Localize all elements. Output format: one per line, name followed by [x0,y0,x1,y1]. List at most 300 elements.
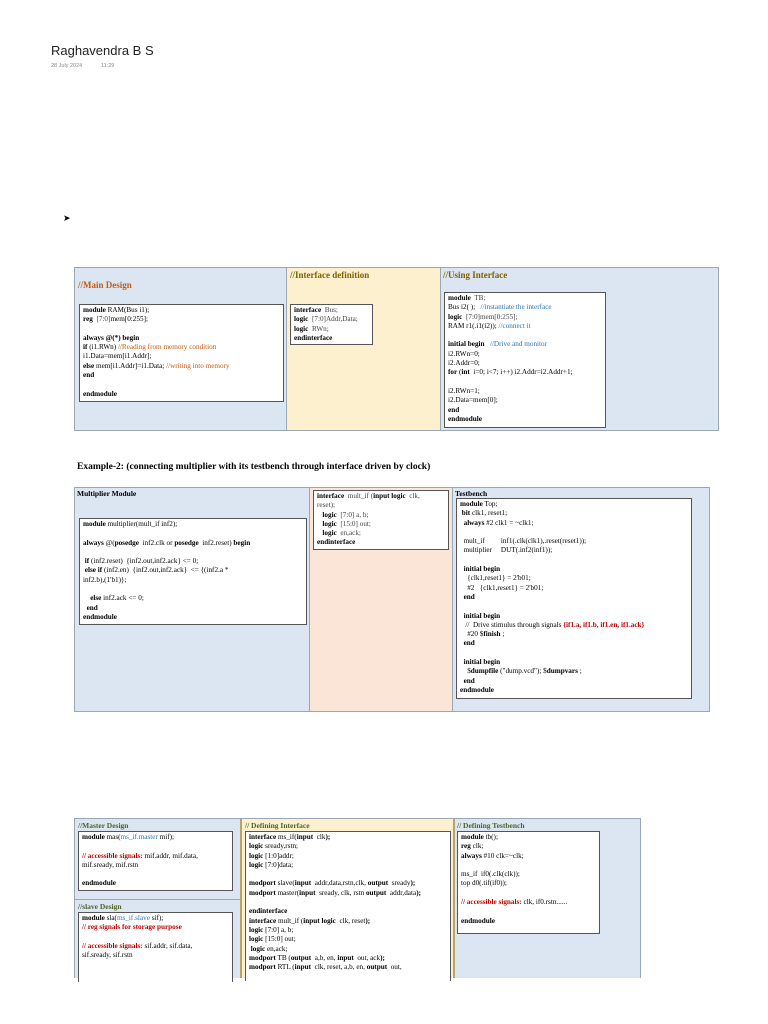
code-token: [7:0]mem[0:255]; [464,312,518,321]
code-token: mif.sready, mif.rstn [82,860,139,869]
code-line [461,852,596,861]
code-line [460,584,688,593]
code-line [460,500,688,509]
defining-interface-column [240,819,455,978]
master-design-code [78,831,233,891]
code-token: ); [416,888,421,897]
code-token: if [83,557,90,566]
code-token: (i1.RWn) [89,343,118,352]
code-line [460,528,688,537]
code-token: sif); [149,914,164,922]
code-line [448,313,602,322]
testbench-code [456,498,692,699]
code-token: end [460,592,475,601]
code-line [249,870,447,879]
code-token: mas( [106,833,121,841]
code-token: ); [365,916,371,925]
code-token: mif.addr, mif.data, [144,851,198,860]
code-token: tb(); [485,833,498,841]
code-token: initial begin [460,565,501,574]
code-token: ms_if if0(.clk(clk)); [461,870,520,879]
code-line [82,951,229,960]
code-line [460,602,688,611]
code-line [460,639,688,648]
code-token: Top; [484,500,498,508]
code-line [317,529,445,538]
code-line [461,861,596,870]
code-token: module [83,306,106,314]
code-token: endmodule [461,916,495,925]
code-token: modport [249,953,276,962]
code-token: end [83,371,95,380]
code-line [249,861,447,870]
code-line [82,861,229,870]
code-line [460,509,688,518]
code-token: int [461,368,470,377]
code-line [460,519,688,528]
code-line [448,415,602,424]
code-token: dumpfile [470,667,499,676]
code-token: ; [502,630,505,639]
code-token: //Drive and monitor [489,340,548,349]
code-line [83,594,303,603]
code-token: ; [579,667,582,676]
code-line [461,889,596,898]
multiplier-module-title: Multiplier Module [77,489,137,498]
code-line [460,630,688,639]
code-token: [7:0] a, b; [265,925,294,934]
page-author: Raghavendra B S [51,43,154,58]
code-token: RAM r1(.i1(i2)); [448,321,499,330]
code-line [294,334,369,343]
code-token: output [367,879,389,888]
code-token: ); [410,879,416,888]
code-token: mif); [157,833,175,841]
code-token: input [294,879,312,888]
code-line [317,538,445,547]
multiplier-module-code [79,518,307,625]
code-token: ( [458,368,462,377]
code-token: always @(*) begin [83,333,140,342]
code-line [83,380,280,389]
code-line [83,352,280,361]
code-token: endinterface [249,907,288,916]
code-token: sla( [106,914,117,922]
code-line [460,686,688,695]
column-divider [75,899,240,900]
code-line [460,574,688,583]
code-token: ms_if( [277,833,297,841]
slave-design-title: //slave Design [78,902,122,911]
code-line [249,889,447,898]
modport-example-table [74,818,641,978]
page-date: 28 July 2024 [51,63,83,69]
code-line [317,520,445,529]
code-token: clk, reset, a,b, en, [312,963,367,972]
code-line [83,576,303,585]
code-line [461,833,596,842]
slave-design-code [78,912,233,982]
code-line [83,343,280,352]
code-line [82,933,229,942]
code-token: logic [317,510,337,519]
code-line [249,852,447,861]
code-token: ); [325,833,331,841]
code-token: always [460,518,485,527]
code-token: clk, if0.rstn...... [523,898,568,907]
code-token: i2.RWn=0; [448,349,480,358]
code-token: addr,data,rstn,clk, [312,879,368,888]
code-line [249,842,447,851]
code-token: [15:0] out; [338,519,371,528]
code-token: // reg signals for storage purpose [82,923,182,932]
code-line [83,315,280,324]
code-token: interface [249,833,277,841]
code-token: //instantiate the interface [480,303,552,312]
code-token: else [83,361,95,370]
code-token: logic [249,944,266,953]
code-token: (inf2.en) {inf2.out,inf2.ack} <= {(inf2.a * [103,566,229,575]
code-line [294,315,369,324]
code-line [448,322,602,331]
code-token: RAM(Bus i1); [107,306,150,314]
code-token: $ [460,667,471,676]
code-token: i2.Data=mem[0]; [448,396,498,405]
code-token: end [83,603,98,612]
code-line [448,387,602,396]
code-token: else if [83,566,103,575]
code-token: logic [448,312,463,321]
master-design-title: //Master Design [78,821,129,830]
code-line [249,917,447,926]
code-token: clk; [472,842,484,851]
code-line [448,378,602,387]
code-token: for [448,368,458,377]
code-token: initial begin [448,340,485,349]
code-token: endmodule [82,879,116,888]
code-line [448,396,602,405]
code-line [460,649,688,658]
code-line [82,914,229,923]
code-token: i2.RWn=1; [448,386,480,395]
code-token: module [82,833,105,841]
code-token: clk [314,833,326,841]
code-token: inf2.ack <= 0; [103,594,144,603]
code-token: inf2.b),(1'b1)}; [83,575,127,584]
code-token: input logic [373,492,406,500]
code-token: #2 {clk1,reset1} = 2'b01; [460,583,544,592]
code-token: interface [317,492,345,500]
code-token: input [337,953,354,962]
code-token: inf2.reset) [200,538,234,547]
code-token: bit [460,509,471,518]
code-line [83,566,303,575]
code-token: TB ( [277,953,291,962]
code-token: {if1.a, if1.b, if1.en, if1.ack} [563,620,645,629]
code-line [249,945,447,954]
code-token: mem[0:255]; [110,315,148,324]
code-line [448,303,602,312]
code-line [82,879,229,888]
code-token: end [460,676,475,685]
code-line [83,371,280,380]
code-line [82,923,229,932]
code-token: //connect it [498,321,531,330]
code-token: output [366,963,388,972]
code-token: logic [294,324,309,333]
code-token: endmodule [83,612,117,621]
code-line [460,556,688,565]
code-token: endmodule [460,685,494,694]
code-token: master( [277,888,300,897]
code-line [448,350,602,359]
code-token: reg [461,842,471,851]
code-line [460,565,688,574]
code-token: logic [249,851,264,860]
code-token: output [365,888,387,897]
code-token: out, ack [355,953,381,962]
defining-testbench-title: // Defining Testbench [457,821,525,830]
code-line [448,406,602,415]
code-token: [7:0]Addr,Data; [310,315,358,324]
code-line [448,340,602,349]
code-token: mult_if inf1(.clk(clk1),.reset(reset1)); [460,537,587,546]
code-line [460,677,688,686]
code-token: clk, [407,492,420,500]
code-token: module [461,833,484,841]
code-line [83,548,303,557]
code-line [460,546,688,555]
mult-if-column [309,488,453,711]
code-line [460,621,688,630]
code-token: mult_if ( [345,492,374,500]
defining-interface-code [245,831,451,981]
code-line [448,359,602,368]
page-time: 11:29 [101,63,115,69]
code-token: out, [388,963,402,972]
code-token: input [294,963,312,972]
code-token: slave( [277,879,295,888]
code-token: interface [294,306,322,314]
code-line [448,368,602,377]
arrowhead-bullet-icon: ➤ [63,213,71,223]
code-token: sif.addr, sif.data, [144,941,193,950]
code-token: multiplier DUT(.inf2(inf1)); [460,546,553,555]
code-token: posedge [114,538,139,547]
defining-testbench-code [457,831,600,934]
code-token: addr,data [388,888,417,897]
code-token: mem[i1.Addr]=i1.Data; [95,361,167,370]
code-line [83,306,280,315]
code-token: logic [317,529,337,538]
code-token: endinterface [317,538,356,547]
code-line [294,306,369,315]
main-design-column [75,268,286,430]
code-token: endmodule [83,389,117,398]
code-line [82,870,229,879]
code-line [317,501,445,510]
code-line [83,585,303,594]
code-token: module [83,520,106,528]
code-line [83,557,303,566]
code-token: end [460,639,475,648]
code-line [448,331,602,340]
code-token: dumpvars [546,667,578,676]
code-line [460,667,688,676]
code-line [249,898,447,907]
code-line [460,537,688,546]
code-token: reg [83,315,93,324]
defining-testbench-column [455,819,640,978]
code-token: modport [249,888,276,897]
code-token: sready [389,879,411,888]
code-token: [7:0] [94,315,111,324]
code-line [317,492,445,501]
multiplier-module-column [75,488,309,711]
code-line [294,325,369,334]
code-token: logic [249,842,264,851]
main-design-code [79,304,284,402]
code-token: // accessible signals: [461,898,524,907]
code-token: #20 $ [460,630,484,639]
code-token: reset); [317,501,335,510]
code-line [460,612,688,621]
code-line [83,390,280,399]
code-line [82,842,229,851]
code-token: modport [249,963,276,972]
code-line [460,658,688,667]
code-token: finish [483,630,501,639]
code-token: endmodule [448,414,482,423]
code-token: RTL ( [277,963,295,972]
code-token: logic [317,519,337,528]
code-token: [1:0]addr; [265,851,294,860]
code-token: @( [105,538,115,547]
code-line [249,963,447,972]
interface-definition-title: //Interface definition [290,270,370,280]
code-line [82,833,229,842]
code-line [461,917,596,926]
code-token: #2 clk1 = ~clk1; [486,518,534,527]
code-token: i1.Data=mem[i1.Addr]; [83,352,152,361]
code-token: sready,rstn; [265,842,299,851]
code-token: ms_if.slave [116,914,150,922]
code-token: //Reading from memory condition [117,343,217,352]
code-token: a,b, en, [312,953,338,962]
code-token: input [299,888,316,897]
testbench-column [453,488,709,711]
code-token: input logic [303,916,336,925]
interface-example-table [74,267,719,431]
code-token: end [448,405,460,414]
code-line [461,879,596,888]
code-token: input [296,833,314,841]
code-line [82,852,229,861]
code-line [83,613,303,622]
code-token: #10 clk=~clk; [483,851,524,860]
code-token: //writing into memory [166,361,230,370]
code-token: clk1, reset1; [471,509,508,518]
code-token: ("dump.vcd"); $ [500,667,547,676]
code-line [249,907,447,916]
code-line [461,898,596,907]
code-line [249,926,447,935]
code-token: RWn; [310,324,329,333]
code-line [83,362,280,371]
code-token: initial begin [460,658,501,667]
code-line [317,511,445,520]
master-slave-column [75,819,240,978]
code-token: Bus; [322,306,338,314]
using-interface-column [441,268,718,430]
code-token: initial begin [460,611,501,620]
code-token: [7:0]data; [265,860,294,869]
code-token: // Drive stimulus through signals [460,620,564,629]
code-line [83,529,303,538]
code-token: en,ack; [266,944,288,953]
code-token: // accessible signals: [82,941,145,950]
code-token: clk, reset [337,916,366,925]
code-token: logic [249,935,264,944]
code-token: i2.Addr=0; [448,359,480,368]
code-token: ); [380,953,385,962]
code-token: ms_if.master [120,833,158,841]
mult-if-interface-code [313,490,449,550]
code-token: if [83,343,88,352]
code-token: else [83,594,102,603]
code-token: sready, clk, rstn [317,888,366,897]
code-line [249,954,447,963]
code-token: module [460,500,483,508]
code-line [83,334,280,343]
interface-definition-column [286,268,441,430]
code-token: output [290,953,312,962]
code-line [249,833,447,842]
code-token: Bus i2( ); [448,303,481,312]
code-token: posedge [174,538,199,547]
code-token: inf2.clk or [140,538,175,547]
code-token: always [83,538,104,547]
code-token: multiplier(mult_if inf2); [107,520,178,528]
code-line [83,539,303,548]
example-2-heading: Example-2: (connecting multiplier with its testbench through interface driven by clock) [77,462,431,472]
code-token: (inf2.reset) {inf2.out,inf2.ack} <= 0; [90,557,199,566]
code-line [460,593,688,602]
code-line [249,879,447,888]
code-token: module [82,914,105,922]
code-line [82,942,229,951]
code-token: [15:0] out; [265,935,296,944]
code-token: {clk1,reset1} = 2'b01; [460,574,531,583]
code-token: endinterface [294,333,333,342]
main-design-title: //Main Design [78,280,132,290]
code-line [83,325,280,334]
code-token: interface [249,916,277,925]
code-token: begin [233,538,251,547]
code-line [461,870,596,879]
code-token: module [448,294,471,302]
code-line [448,294,602,303]
code-token: logic [294,315,309,324]
using-interface-code [444,292,606,428]
code-line [461,907,596,916]
code-token: modport [249,879,276,888]
using-interface-title: //Using Interface [443,270,508,280]
testbench-title: Testbench [455,489,488,498]
code-line [83,604,303,613]
code-token: [7:0] a, b; [338,510,369,519]
code-line [249,935,447,944]
